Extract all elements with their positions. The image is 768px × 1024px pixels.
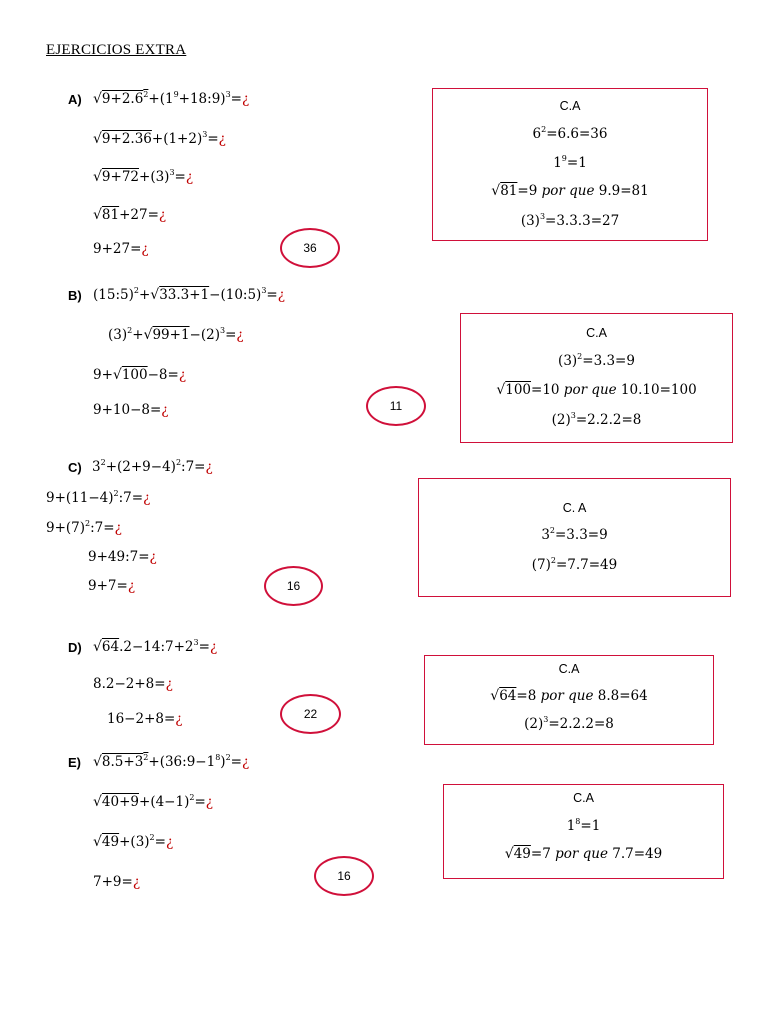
expression-a-5: 9+27=¿ <box>93 241 149 257</box>
expression-d-2: 8.2−2+8=¿ <box>93 676 173 692</box>
ca-line: $(2)^3=2.2.2=8$ <box>524 715 614 732</box>
ca-line: $1^9=1$ <box>553 154 587 171</box>
ca-line: $(3)^2=3.3=9$ <box>558 352 635 369</box>
ca-line: $1^8=1$ <box>566 817 601 834</box>
ca-box-a <box>432 88 708 241</box>
ca-heading: C.A <box>586 326 607 340</box>
exercise-label-a: A) <box>68 92 82 107</box>
answer-circle-a: 36 <box>280 228 340 268</box>
ca-line: √81=9 por que 9.9=81 <box>491 183 649 199</box>
expression-e-4: 7+9=¿ <box>93 874 141 890</box>
ca-line: $(3)^3=3.3.3=27$ <box>520 212 620 229</box>
exercise-label-b: B) <box>68 288 82 303</box>
ca-line: $(7)^2=7.7=49$ <box>531 556 618 573</box>
ca-line: √49=7 por que 7.7=49 <box>504 846 663 862</box>
ca-box-b <box>460 313 733 443</box>
answer-circle-c: 16 <box>264 566 323 606</box>
answer-circle-b: 11 <box>366 386 426 426</box>
ca-heading: C.A <box>559 99 581 113</box>
ca-box-e <box>443 784 724 879</box>
expression-b-4: 9+10−8=¿ <box>93 402 169 418</box>
expression-b-2: $(3)^2+√99+1-(2)^3=¿$ <box>108 326 244 343</box>
page-title: EJERCICIOS EXTRA <box>46 42 187 58</box>
ca-box-c <box>418 478 731 597</box>
expression-e-2: $√40+9+(4-1)^2=¿$ <box>93 793 214 810</box>
expression-b-3: 9+√100−8=¿ <box>93 367 187 383</box>
expression-d-1: $√64.2-14:7+2^3=¿$ <box>93 638 218 655</box>
ca-heading: C.A <box>573 791 594 805</box>
answer-circle-d: 22 <box>280 694 341 734</box>
ca-heading: C. A <box>562 501 587 515</box>
expression-a-1: $√9+2.6^2+(1^9+18:9)^3=¿$ <box>93 90 250 107</box>
expression-c-5: 9+7=¿ <box>88 578 136 594</box>
expression-b-1: (15:5)$^2$+√33.3+1−(10:5)$^3$=¿ <box>93 286 285 303</box>
exercise-label-d: D) <box>68 640 82 655</box>
ca-heading: C.A <box>558 662 580 676</box>
expression-a-2: $√9+2.36+(1+2)^3=¿$ <box>93 130 226 147</box>
expression-c-1: $3^2+(2+9-4)^2:7=¿$ <box>92 458 213 475</box>
expression-c-3: $9+(7)^2:7=¿$ <box>46 519 122 536</box>
expression-e-3: $√49+(3)^2=¿$ <box>93 833 174 850</box>
expression-a-4: √81+27=¿ <box>93 207 167 223</box>
expression-c-4: 9+49:7=¿ <box>88 549 157 565</box>
expression-a-3: $√9+72+(3)^3=¿$ <box>93 168 194 185</box>
expression-e-1: $√8.5+3^2+(36:9-1^8)^2=¿$ <box>93 753 250 770</box>
exercise-label-e: E) <box>68 755 81 770</box>
ca-line: $(2)^3=2.2.2=8$ <box>551 411 642 428</box>
ca-box-d <box>424 655 714 745</box>
ca-line: $6^2=6.6=36$ <box>532 125 608 142</box>
ca-line: $3^2=3.3=9$ <box>541 526 608 543</box>
exercise-label-c: C) <box>68 460 82 475</box>
expression-c-2: $9+(11-4)^2:7=¿$ <box>46 489 151 506</box>
expression-d-3: 16−2+8=¿ <box>107 711 183 727</box>
ca-line: √100=10 por que 10.10=100 <box>496 382 697 398</box>
answer-circle-e: 16 <box>314 856 374 896</box>
ca-line: √64=8 por que 8.8=64 <box>490 688 648 704</box>
